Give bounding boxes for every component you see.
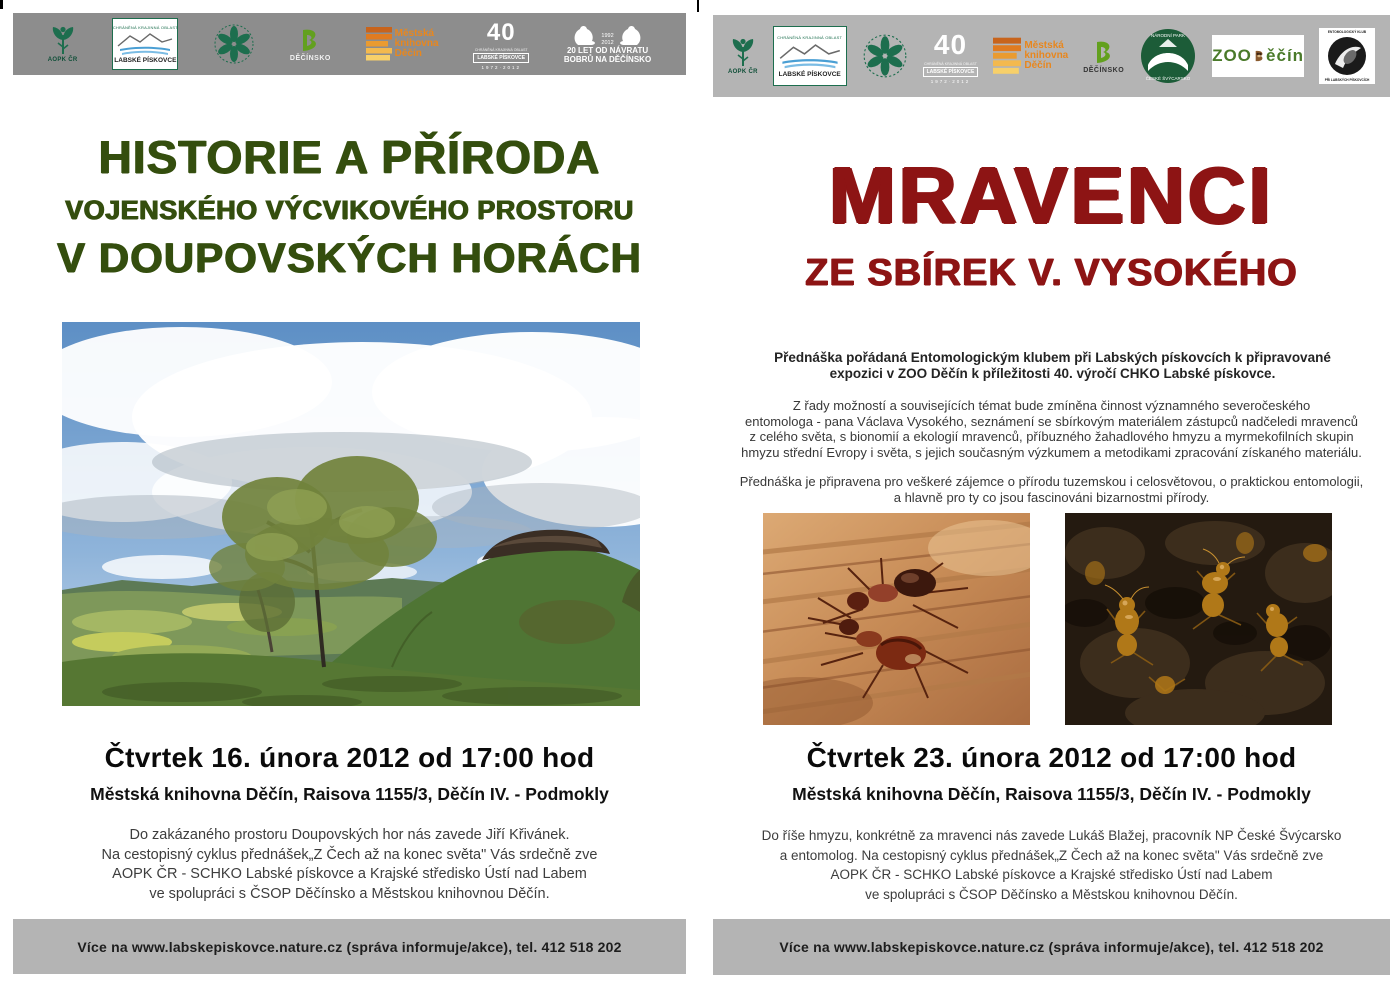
crop-mark-center xyxy=(697,0,699,12)
decinsko-logo xyxy=(1083,39,1124,74)
ants-photo-fighting xyxy=(763,513,1030,725)
library-logo xyxy=(366,26,439,62)
right-note-line: Přednáška je připravena pro veškeré zájemce o přírodu tuzemskou i celosvětovou, o praktickou entomologii, xyxy=(739,474,1364,489)
forty-years: 1972·2012 xyxy=(481,64,521,70)
right-event-info xyxy=(713,742,1390,805)
left-poster-logo-bar xyxy=(13,13,686,75)
right-poster-logo-bar xyxy=(713,15,1390,97)
zoo-rest: ěčín xyxy=(1266,46,1305,65)
right-desc-line: a entomolog. Na cestopisný cyklus přednášek„Z Čech až na konec světa" Vás srdečně zve xyxy=(779,847,1324,863)
right-event-venue: Městská knihovna Děčín, Raisova 1155/3, Děčín IV. - Podmokly xyxy=(792,784,1311,804)
chko-star-emblem xyxy=(862,33,908,79)
ento-top-text: ENTOMOLOGICKÝ KLUB xyxy=(1327,30,1367,34)
chko-label: LABSKÉ PÍSKOVCE xyxy=(778,70,841,78)
right-event-date: Čtvrtek 23. února 2012 od 17:00 hod xyxy=(806,742,1297,773)
chko-label: LABSKÉ PÍSKOVCE xyxy=(114,56,177,64)
forty-number: 40 xyxy=(933,28,968,60)
decinsko-d-icon xyxy=(1093,39,1115,65)
left-desc-line: Do zakázaného prostoru Doupovských hor nás zavede Jiří Křivánek. xyxy=(129,827,570,843)
chko-star-emblem xyxy=(213,23,255,65)
right-footer-bar xyxy=(713,919,1390,975)
right-intro-line: Přednáška pořádaná Entomologickým klubem při Labských pískovcích k připravované xyxy=(774,350,1331,365)
chko-40-years-logo xyxy=(923,29,979,84)
forty-years: 1972·2012 xyxy=(930,78,971,84)
right-description xyxy=(713,826,1390,904)
zoo-decin-logo xyxy=(1212,35,1304,77)
library-logo xyxy=(993,36,1068,76)
left-description xyxy=(13,826,686,904)
decinsko-label: DĚČÍNSKO xyxy=(1083,66,1125,74)
chko-40-years-logo xyxy=(473,19,529,70)
forty-label: LABSKÉ PÍSKOVCE xyxy=(923,67,979,77)
forty-top-text: CHRÁNĚNÁ KRAJINNÁ OBLAST xyxy=(924,61,977,66)
aopk-plant-icon xyxy=(50,25,76,55)
decinsko-label: DĚČÍNSKO xyxy=(289,54,331,62)
right-body-line: hmyzu střední Evropy i světa, s jejich současným výzkumem a metodikami zpracování získaného materiálu. xyxy=(741,444,1362,460)
right-intro xyxy=(740,350,1365,382)
right-body-line: entomologa - pana Václava Vysokého, seznámení se sbírkovým materiálem zástupců nadčeledi mravenců xyxy=(745,413,1358,429)
right-title-line1: MRAVENCI xyxy=(829,151,1274,240)
np-top-text: NÁRODNÍ PARK xyxy=(1151,33,1186,38)
np-arch-icon xyxy=(1139,27,1197,85)
left-title-line1: HISTORIE A PŘÍRODA xyxy=(98,131,601,183)
library-line1: Městská xyxy=(1024,40,1064,51)
left-event-date: Čtvrtek 16. února 2012 od 17:00 hod xyxy=(104,742,595,773)
forty-number: 40 xyxy=(486,18,516,46)
np-ceske-svycarsko-logo xyxy=(1139,27,1197,85)
chko-labske-piskovce-logo xyxy=(773,26,847,86)
library-line3: Děčín xyxy=(394,48,422,59)
right-body-line: Z řady možností a souvisejících témat bude zmíněna činnost významného severočeského xyxy=(792,398,1311,413)
chko-top-text: CHRÁNĚNÁ KRAJINNÁ OBLAST xyxy=(777,34,843,40)
chko-top-text: CHRÁNĚNÁ KRAJINNÁ OBLAST xyxy=(112,24,178,30)
decinsko-logo xyxy=(290,27,331,62)
ento-beetle-icon xyxy=(1325,34,1369,78)
left-title-line2: VOJENSKÉHO VÝCVIKOVÉHO PROSTORU xyxy=(65,195,634,225)
right-intro-line: expozici v ZOO Děčín k příležitosti 40. výročí CHKO Labské pískovce. xyxy=(829,366,1276,381)
library-line2: knihovna xyxy=(1024,50,1069,61)
left-title-line3: V DOUPOVSKÝCH HORÁCH xyxy=(57,234,642,281)
right-note-line: a hlavně pro ty co jsou fascinováni bizarnostmi přírody. xyxy=(893,489,1210,505)
beaver-year-2: 2012 xyxy=(601,40,614,46)
zoo-d-animal-icon xyxy=(1254,42,1264,70)
chko-mountains-icon xyxy=(778,40,842,70)
left-footer-text: Více na www.labskepiskovce.nature.cz (správa informuje/akce), tel. 412 518 202 xyxy=(77,938,622,955)
crop-mark-left xyxy=(0,0,3,9)
library-stripes-icon xyxy=(366,26,392,62)
right-title-line2: ZE SBÍREK V. VYSOKÉHO xyxy=(805,252,1298,294)
entomology-club-logo xyxy=(1319,28,1375,84)
aopk-label: AOPK ČR xyxy=(47,57,78,63)
ants-photo-colony xyxy=(1065,513,1332,725)
library-line1: Městská xyxy=(394,28,435,39)
right-desc-line: AOPK ČR - SCHKO Labské pískovce a Krajské středisko Ústí nad Labem xyxy=(830,867,1273,882)
beaver-left-icon xyxy=(571,24,597,46)
beaver-line1: 20 LET OD NÁVRATU xyxy=(566,46,649,55)
zoo-word: ZOO xyxy=(1212,46,1252,65)
right-footer-text: Více na www.labskepiskovce.nature.cz (správa informuje/akce), tel. 412 518 202 xyxy=(779,939,1324,955)
aopk-label: AOPK ČR xyxy=(727,69,758,75)
chko-mountains-icon xyxy=(116,30,174,56)
beaver-line2: BOBRŮ NA DĚČÍNSKO xyxy=(563,55,652,64)
left-desc-line: AOPK ČR - SCHKO Labské pískovce a Krajské středisko Ústí nad Labem xyxy=(112,866,587,882)
aopk-plant-icon xyxy=(730,37,756,67)
beaver-year-1: 1992 xyxy=(601,33,614,39)
green-star-icon xyxy=(862,33,908,79)
aopk-cr-logo xyxy=(728,37,758,75)
right-body xyxy=(720,398,1383,505)
chko-labske-piskovce-logo xyxy=(112,18,178,70)
beavers-20-years-logo xyxy=(564,24,651,64)
green-star-icon xyxy=(213,23,255,65)
right-poster-title xyxy=(713,150,1390,295)
left-event-venue: Městská knihovna Děčín, Raisova 1155/3, Děčín IV. - Podmokly xyxy=(90,784,609,804)
ento-bottom-text: PŘI LABSKÝCH PÍSKOVCÍCH xyxy=(1324,78,1370,82)
left-desc-line: Na cestopisný cyklus přednášek„Z Čech až na konec světa" Vás srdečně zve xyxy=(101,846,598,863)
library-stripes-icon xyxy=(993,36,1021,76)
library-line2: knihovna xyxy=(394,38,439,49)
left-desc-line: ve spolupráci s ČSOP Děčínsko a Městskou knihovnou Děčín. xyxy=(149,885,550,902)
aopk-cr-logo xyxy=(48,25,78,63)
right-desc-line: ve spolupráci s ČSOP Děčínsko a Městskou knihovnou Děčín. xyxy=(865,886,1238,902)
forty-label: LABSKÉ PÍSKOVCE xyxy=(473,53,529,63)
decinsko-d-icon xyxy=(299,27,321,53)
landscape-photo xyxy=(62,322,640,706)
left-event-info xyxy=(13,742,686,805)
beaver-right-icon xyxy=(618,24,644,46)
left-poster-title xyxy=(13,130,686,282)
forty-top-text: CHRÁNĚNÁ KRAJINNÁ OBLAST xyxy=(474,47,528,52)
np-bottom-text: ČESKÉ ŠVÝCARSKO xyxy=(1145,76,1191,81)
right-desc-line: Do říše hmyzu, konkrétně za mravenci nás zavede Lukáš Blažej, pracovník NP České Švýcarsko xyxy=(761,828,1342,843)
right-body-line: z celého světa, s bionomií a ekologií mravenců, příbuzného žahadlového hmyzu a myrmekofilních skupin xyxy=(749,429,1354,444)
left-footer-bar xyxy=(13,919,686,974)
library-line3: Děčín xyxy=(1024,60,1052,71)
